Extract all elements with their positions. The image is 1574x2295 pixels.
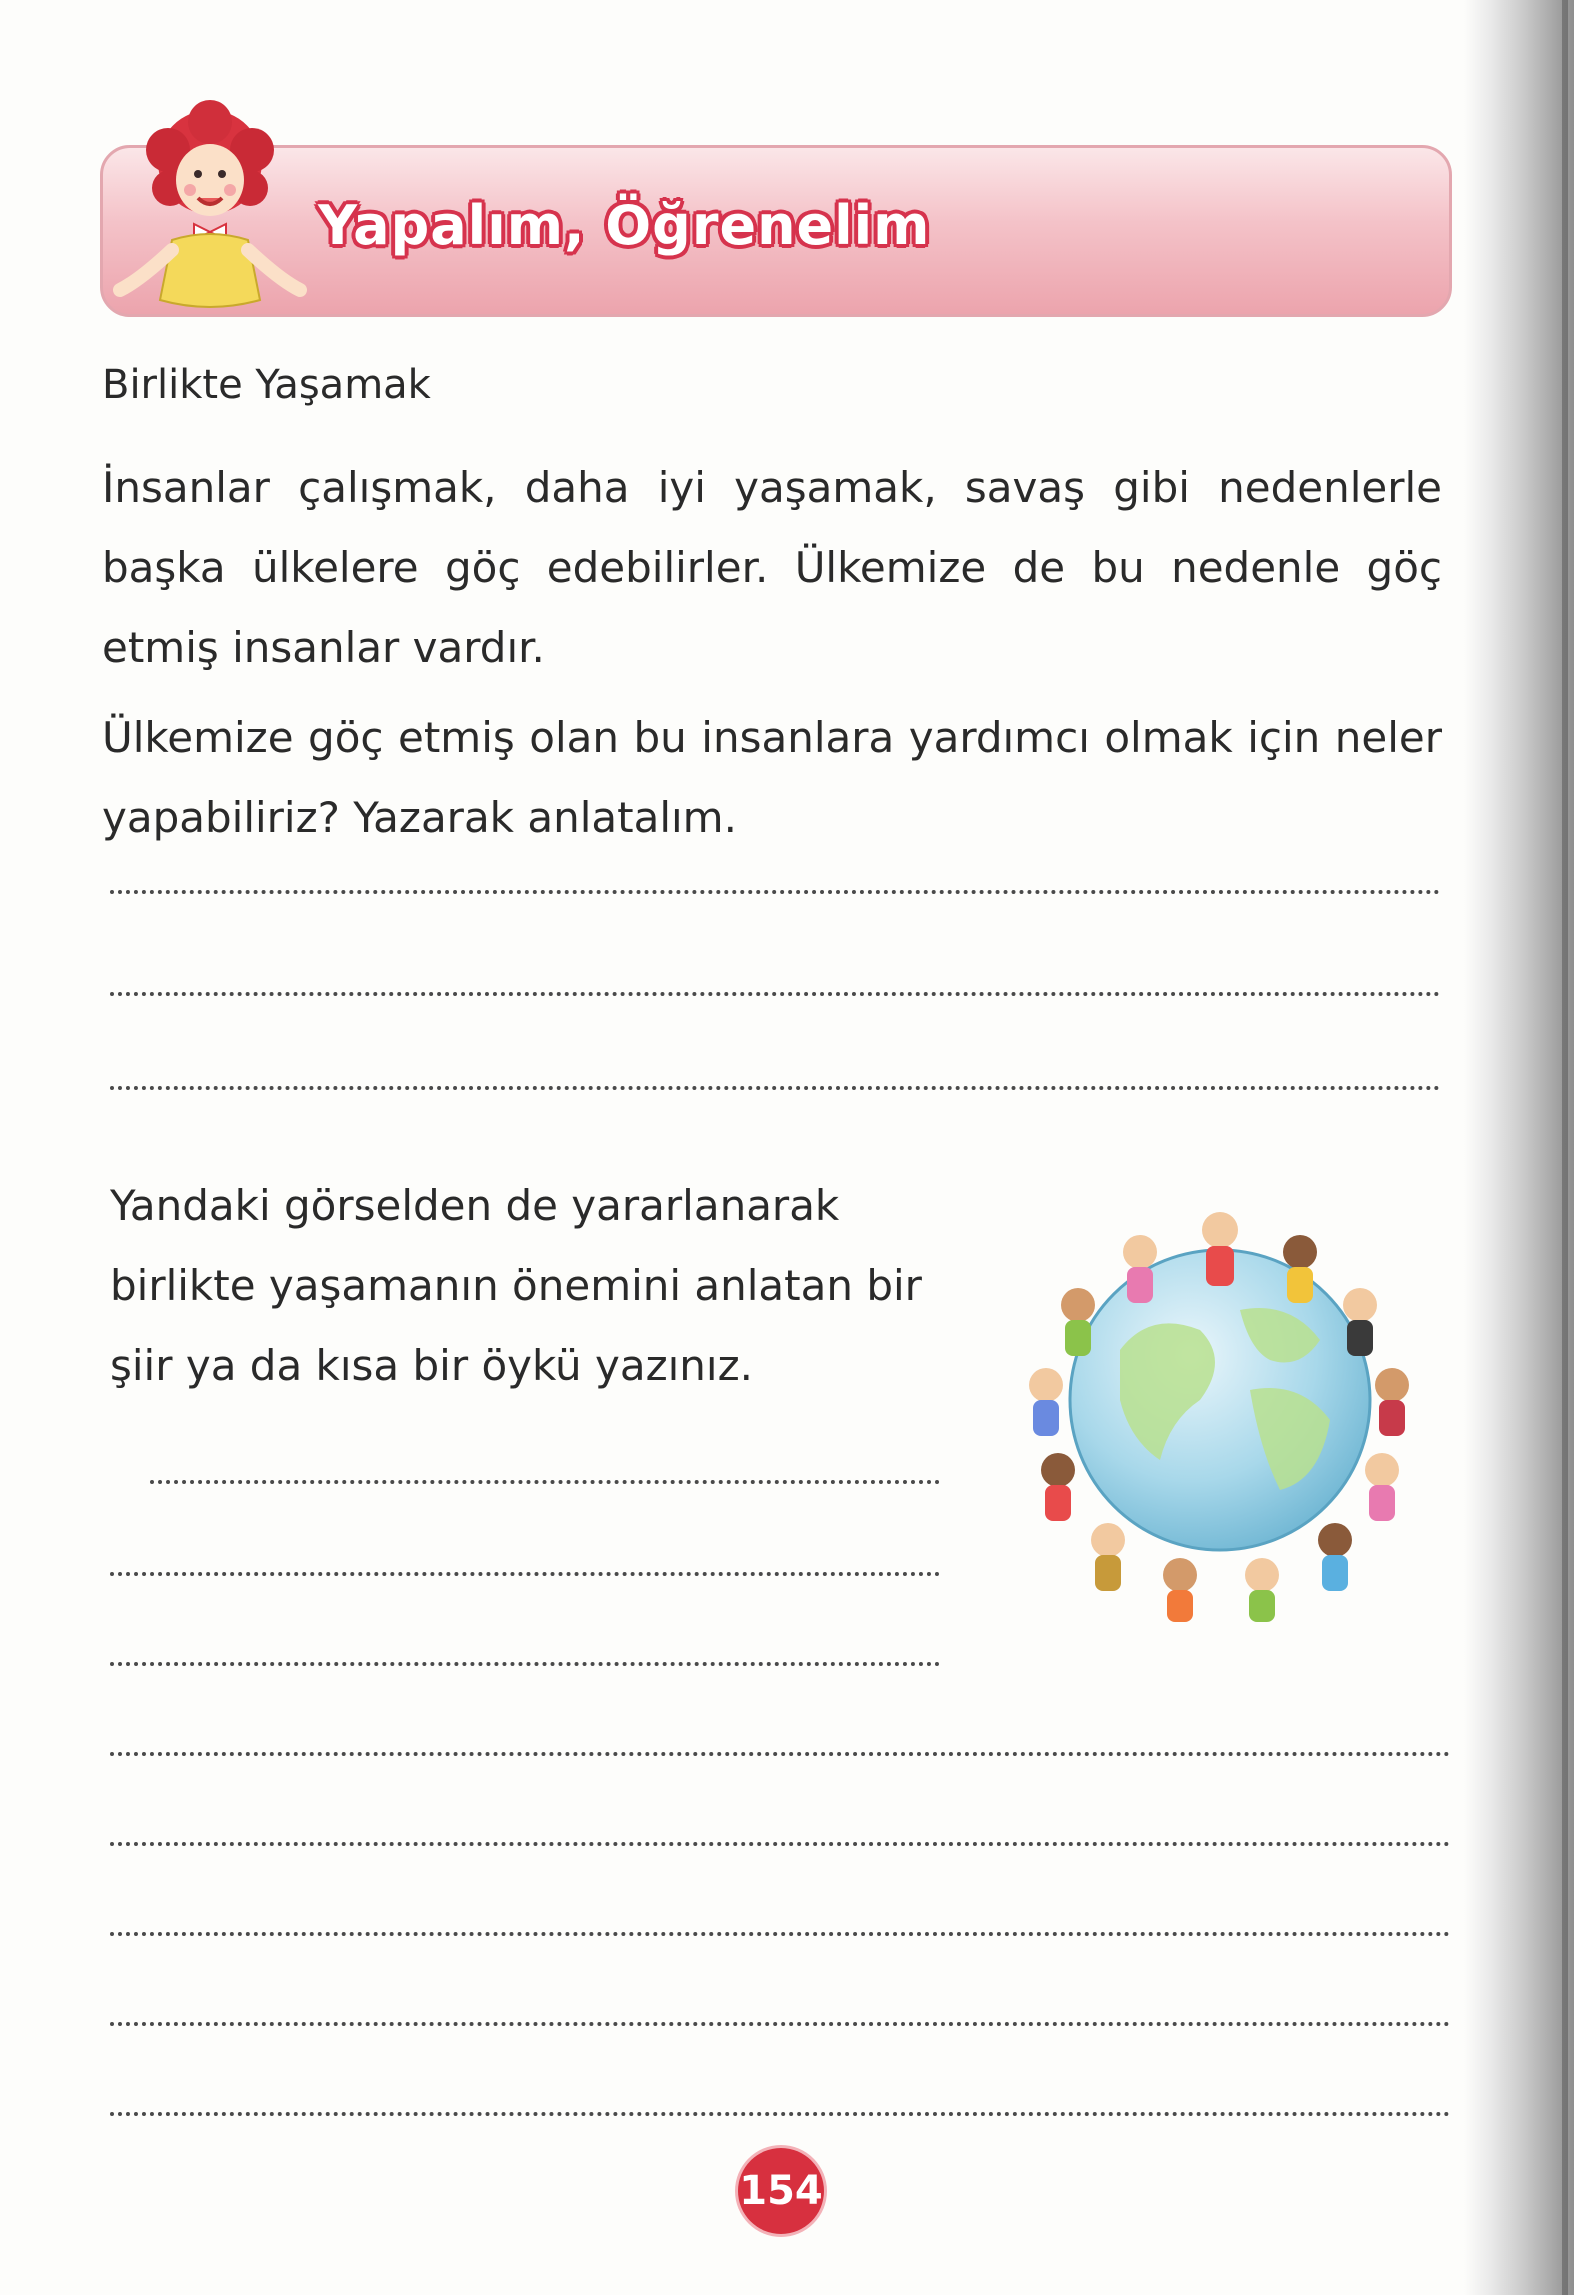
banner-title: Yapalım, Öğrenelim [318,194,931,257]
paragraph-migration: İnsanlar çalışmak, daha iyi yaşamak, savaş gibi nedenlerle başka ülkelere göç edebilirler. Ülkemize de bu nedenle göç etmiş insanlar vardır. [102,463,1442,672]
writing-line[interactable] [110,1572,940,1576]
girl-mascot-icon [110,100,310,330]
writing-line[interactable] [110,1932,1450,1936]
section-heading: Birlikte Yaşamak [102,362,431,408]
writing-line[interactable] [110,2112,1450,2116]
answer-line[interactable] [110,890,1440,894]
answer-line[interactable] [110,1086,1440,1090]
globe-children-icon [1000,1160,1440,1630]
paragraph-writing-task: Yandaki görselden de yararlanarak birlikte yaşamanın önemini anlatan bir şiir ya da kısa bir öykü yazınız. [110,1181,922,1390]
writing-line[interactable] [150,1480,940,1484]
writing-line[interactable] [110,2022,1450,2026]
writing-line[interactable] [110,1842,1450,1846]
page-edge [1562,0,1568,2295]
writing-line[interactable] [110,1662,940,1666]
page-number: 154 [738,2148,824,2234]
writing-line[interactable] [110,1752,1450,1756]
answer-line[interactable] [110,992,1440,996]
paragraph-question: Ülkemize göç etmiş olan bu insanlara yardımcı olmak için neler yapabiliriz? Yazarak anlatalım. [102,713,1442,842]
page-gutter-shadow [1464,0,1574,2295]
